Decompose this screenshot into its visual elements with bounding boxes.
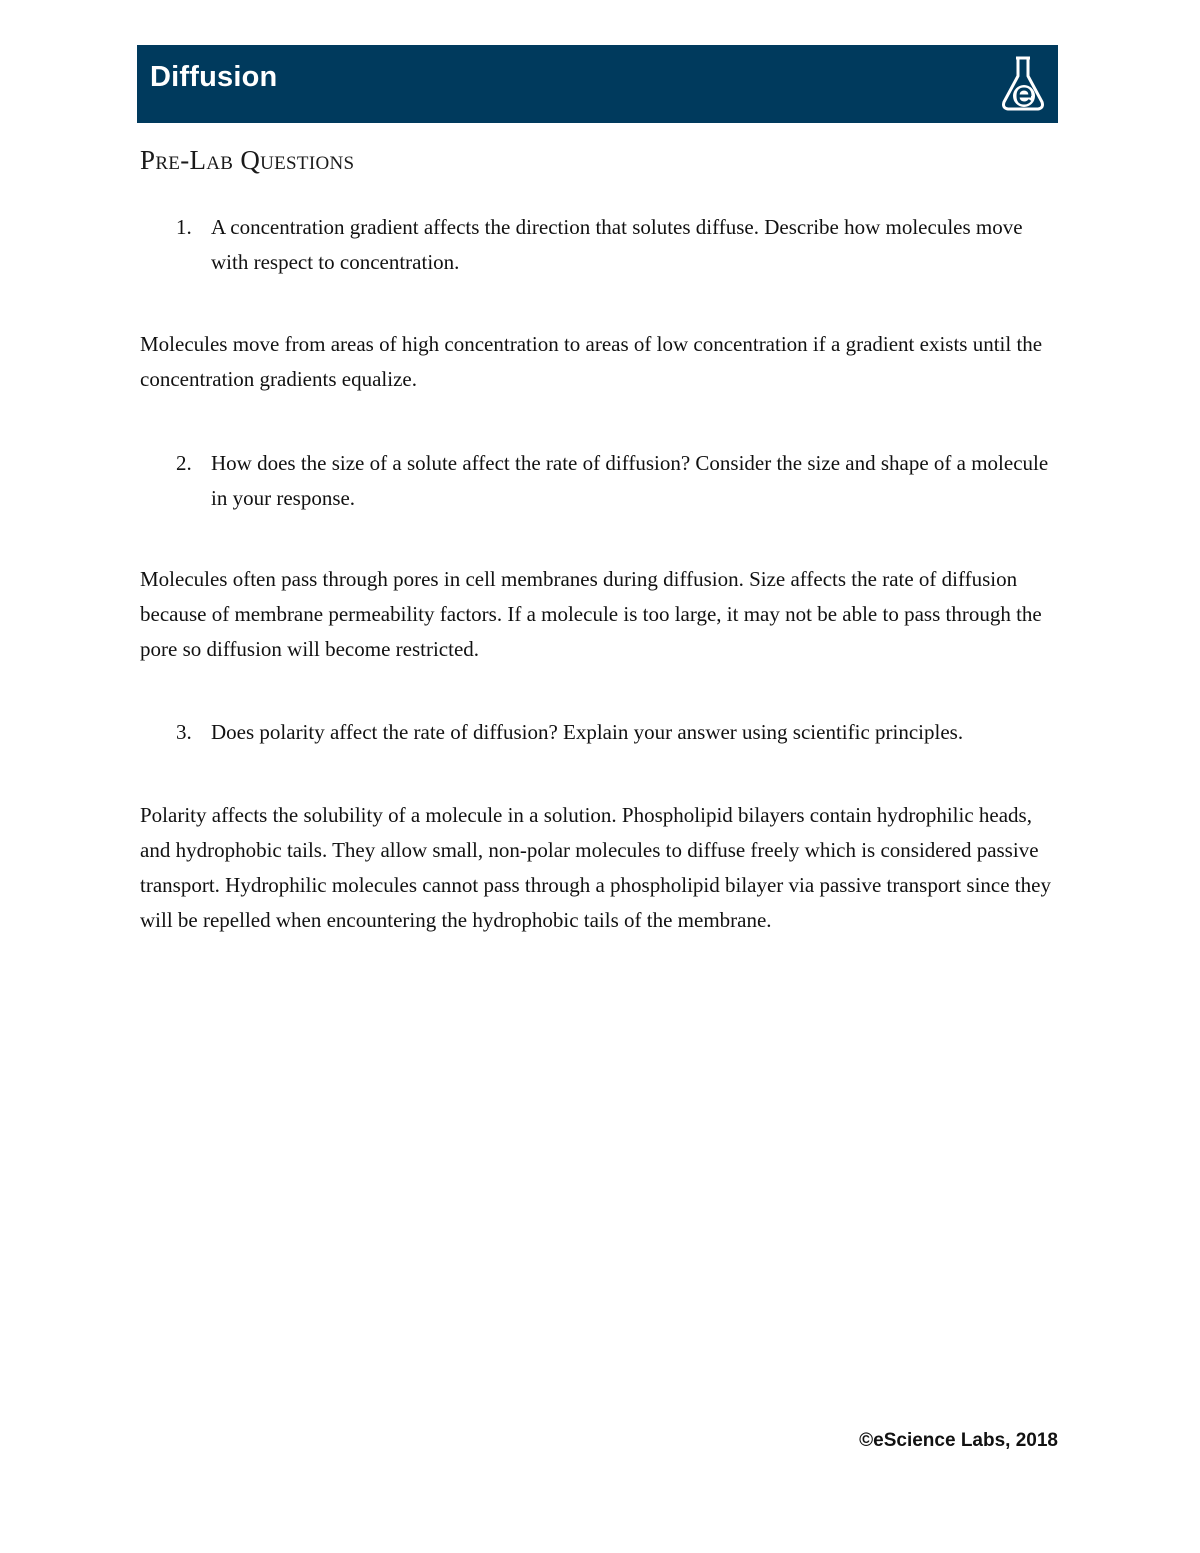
header-banner <box>137 45 1058 123</box>
question-1 <box>140 210 1060 280</box>
question-number: 3. <box>176 720 192 744</box>
section-heading: Pre-Lab Questions <box>140 145 355 175</box>
question-3 <box>140 715 1060 750</box>
flask-e-logo-icon <box>998 54 1048 114</box>
question-number: 1. <box>176 215 192 239</box>
question-2 <box>140 446 1060 516</box>
answer-3: Polarity affects the solubility of a molecule in a solution. Phospholipid bilayers contain hydrophilic heads, and hydrophobic tails. They allow small, non-polar molecules to diffuse freely which is considered passive transport. Hydrophilic molecules cannot pass through a phospholipid bilayer via passive transport since they will be repelled when encountering the hydrophobic tails of the membrane. <box>140 803 1051 932</box>
question-text: A concentration gradient affects the direction that solutes diffuse. Describe how molecules move with respect to concentration. <box>211 215 1023 274</box>
page-title: Diffusion <box>150 61 278 93</box>
answer-1: Molecules move from areas of high concentration to areas of low concentration if a gradient exists until the concentration gradients equalize. <box>140 332 1043 391</box>
copyright-footer: ©eScience Labs, 2018 <box>859 1430 1058 1451</box>
question-number: 2. <box>176 451 192 475</box>
question-text: How does the size of a solute affect the rate of diffusion? Consider the size and shape of a molecule in your response. <box>211 451 1049 510</box>
question-text: Does polarity affect the rate of diffusion? Explain your answer using scientific principles. <box>211 720 964 744</box>
answer-2: Molecules often pass through pores in cell membranes during diffusion. Size affects the rate of diffusion because of membrane permeability factors. If a molecule is too large, it may not be able to pass through the pore so diffusion will become restricted. <box>140 567 1042 661</box>
